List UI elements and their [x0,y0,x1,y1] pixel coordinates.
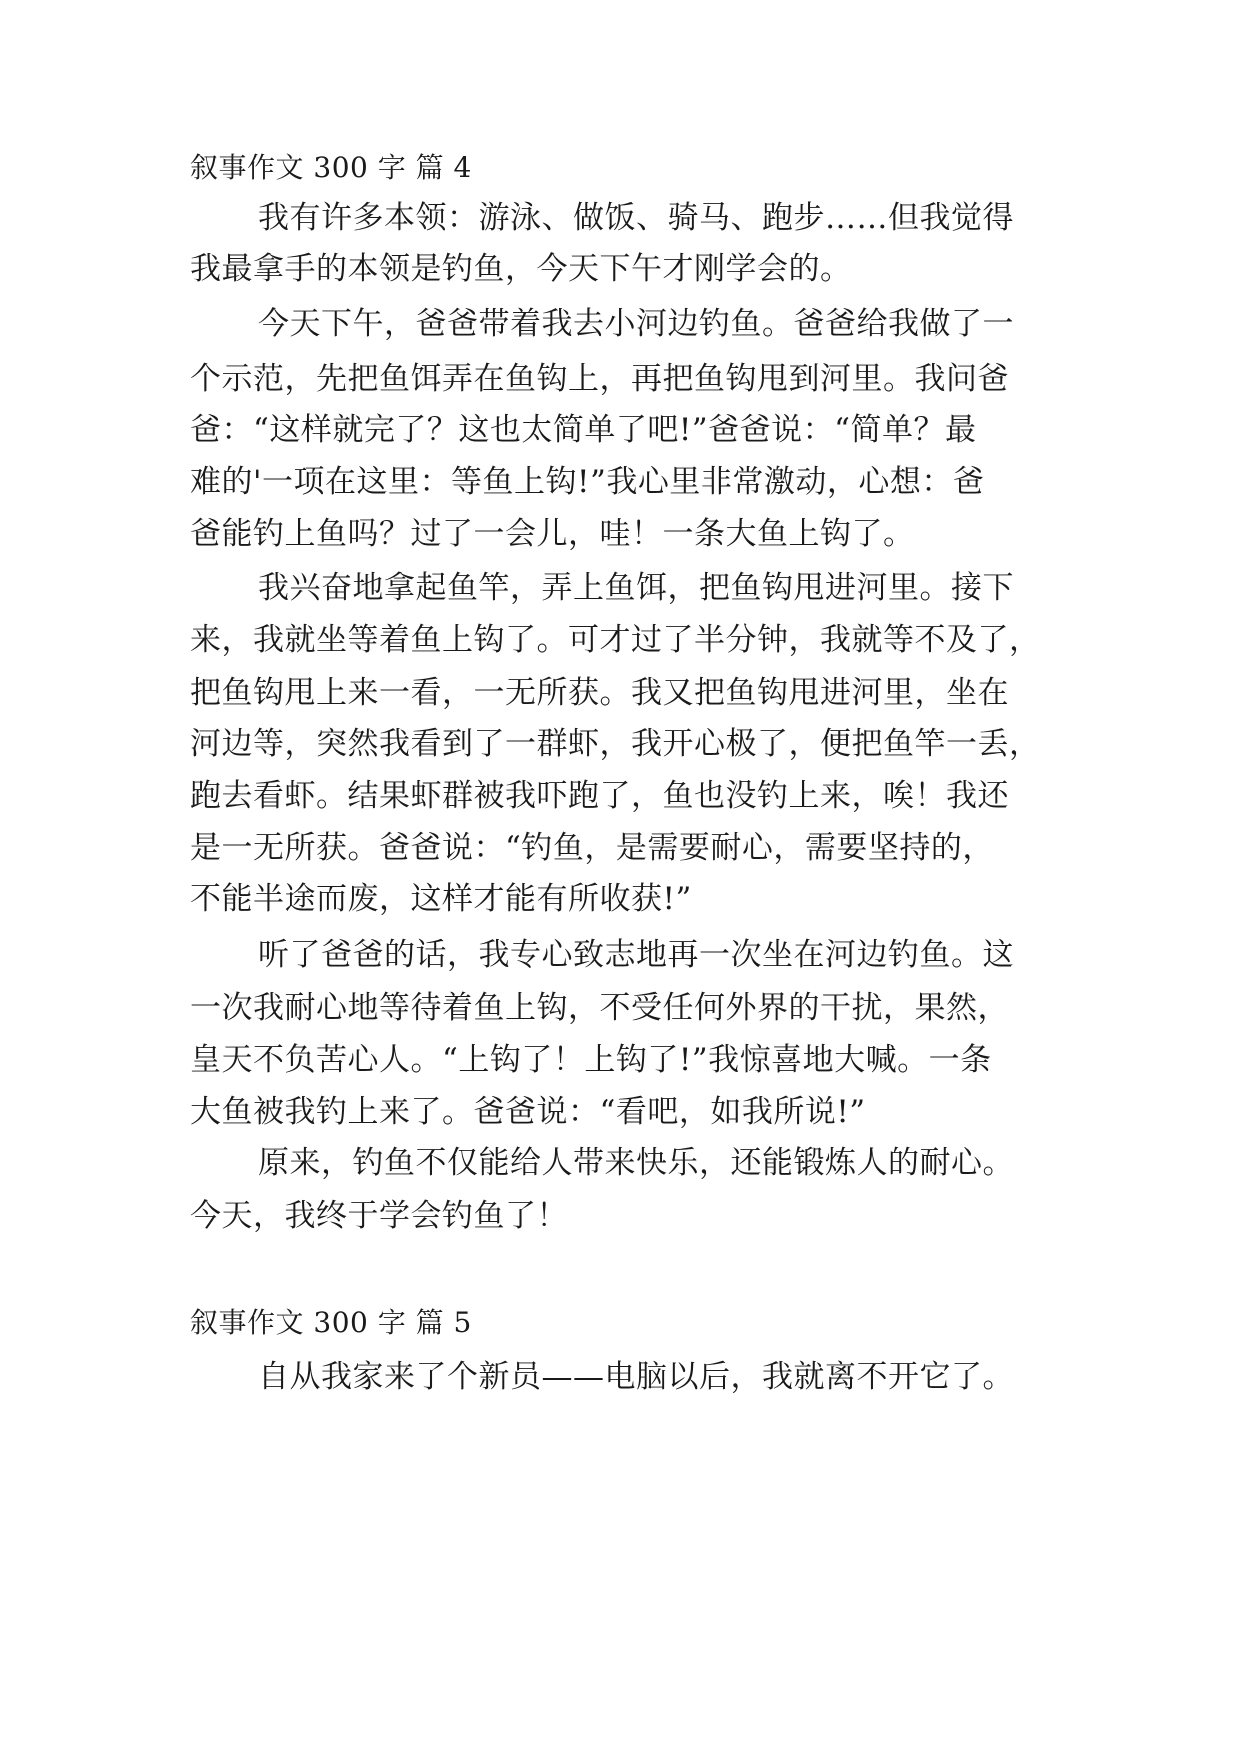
paragraph-line: 自从我家来了个新员——电脑以后，我就离不开它了。 [258,1359,1014,1395]
paragraph-line: 原来，钓鱼不仅能给人带来快乐，还能锻炼人的耐心。 [258,1145,1014,1181]
paragraph-line: 我兴奋地拿起鱼竿，弄上鱼饵，把鱼钩甩进河里。接下 [258,570,1014,606]
paragraph-line: 不能半途而废，这样才能有所收获!” [190,881,692,917]
essay-heading-4: 叙事作文 300 字 篇 4 [190,151,472,184]
paragraph-line: 听了爸爸的话，我专心致志地再一次坐在河边钓鱼。这 [258,937,1014,973]
essay-heading-5: 叙事作文 300 字 篇 5 [190,1306,472,1339]
paragraph-line: 今天下午，爸爸带着我去小河边钓鱼。爸爸给我做了一 [258,306,1014,342]
paragraph-line: 难的'一项在这里：等鱼上钩!”我心里非常激动，心想：爸 [190,464,985,500]
paragraph-line: 来，我就坐等着鱼上钩了。可才过了半分钟，我就等不及了， [190,622,1041,658]
paragraph-line: 我最拿手的本领是钓鱼，今天下午才刚学会的。 [190,251,852,287]
paragraph-line: 个示范，先把鱼饵弄在鱼钩上，再把鱼钩甩到河里。我问爸 [190,361,1009,397]
paragraph-line: 跑去看虾。结果虾群被我吓跑了，鱼也没钓上来，唉！我还 [190,778,1009,814]
paragraph-line: 是一无所获。爸爸说：“钓鱼，是需要耐心，需要坚持的， [190,830,994,866]
paragraph-line: 皇天不负苦心人。“上钩了！上钩了!”我惊喜地大喊。一条 [190,1042,992,1078]
paragraph-line: 爸能钓上鱼吗？过了一会儿，哇！一条大鱼上钩了。 [190,516,915,552]
paragraph-line: 爸：“这样就完了？这也太简单了吧!”爸爸说：“简单？最 [190,412,977,448]
paragraph-line: 河边等，突然我看到了一群虾，我开心极了，便把鱼竿一丢， [190,726,1041,762]
paragraph-line: 把鱼钩甩上来一看，一无所获。我又把鱼钩甩进河里，坐在 [190,675,1009,711]
paragraph-line: 今天，我终于学会钓鱼了！ [190,1198,568,1234]
paragraph-line: 大鱼被我钓上来了。爸爸说：“看吧，如我所说!” [190,1094,866,1130]
paragraph-line: 一次我耐心地等待着鱼上钩，不受任何外界的干扰，果然， [190,990,1009,1026]
paragraph-line: 我有许多本领：游泳、做饭、骑马、跑步……但我觉得 [258,200,1014,236]
